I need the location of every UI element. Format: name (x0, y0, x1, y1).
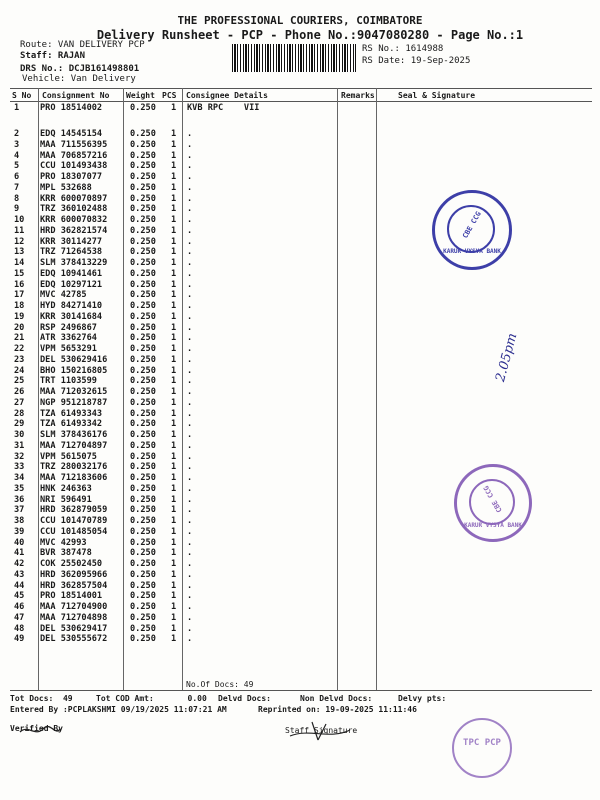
route-label: Route: VAN DELIVERY PCP (20, 40, 145, 50)
row-consignee-details: . (187, 344, 193, 354)
row-pcs: 1 (171, 537, 177, 548)
row-weight: 0.250 (130, 268, 156, 279)
row-pcs: 1 (171, 516, 177, 526)
row-consignee-details: . (187, 451, 193, 462)
row-pcs: 1 (171, 419, 177, 430)
row-consignment-no: HRD 362879059 (40, 505, 108, 516)
row-pcs: 1 (171, 526, 177, 537)
row-weight: 0.250 (130, 612, 156, 623)
row-consignee-details: . (187, 473, 193, 483)
stamp-bank-name: KARUR VYSYA BANK (464, 522, 522, 529)
row-consignment-no: HYD 84271410 (40, 301, 103, 311)
row-consignment-no: MAA 712183606 (40, 473, 108, 483)
col-header-sno: S No (12, 91, 32, 100)
col-header-consignment: Consignment No (42, 91, 110, 100)
row-consignee-details: . (187, 408, 193, 419)
row-pcs: 1 (171, 462, 177, 473)
row-pcs: 1 (171, 129, 177, 139)
delivery-points: Delvy pts: (398, 694, 447, 703)
row-consignment-no: RSP 2496867 (40, 322, 97, 333)
row-sno: 30 (14, 430, 25, 440)
row-weight: 0.250 (130, 397, 156, 408)
row-weight: 0.250 (130, 290, 156, 301)
row-weight: 0.250 (130, 473, 156, 483)
row-weight: 0.250 (130, 215, 156, 225)
row-weight: 0.250 (130, 419, 156, 430)
row-sno: 28 (14, 408, 25, 419)
row-consignee-details: . (187, 516, 193, 526)
row-sno: 4 (14, 150, 20, 161)
delivered-docs: Delvd Docs: (218, 694, 271, 703)
row-sno: 32 (14, 451, 25, 462)
reprinted-on: Reprinted on: 19-09-2025 11:11:46 (258, 705, 417, 714)
row-pcs: 1 (171, 236, 177, 247)
row-consignee-details: . (187, 483, 193, 494)
row-pcs: 1 (171, 354, 177, 365)
row-pcs: 1 (171, 365, 177, 376)
row-pcs: 1 (171, 103, 177, 113)
row-consignment-no: SLM 378413229 (40, 258, 108, 268)
col-header-remarks: Remarks (341, 91, 375, 100)
barcode (232, 44, 356, 72)
row-consignment-no: KRR 30114277 (40, 236, 103, 247)
row-weight: 0.250 (130, 236, 156, 247)
courier-stamp (452, 718, 512, 778)
row-consignment-no: CCU 101485054 (40, 526, 108, 537)
row-pcs: 1 (171, 602, 177, 612)
row-weight: 0.250 (130, 182, 156, 193)
row-consignment-no: MPL 532688 (40, 182, 92, 193)
row-consignment-no: PRO 18514002 (40, 103, 103, 113)
row-sno: 38 (14, 516, 25, 526)
row-sno: 11 (14, 225, 25, 236)
row-consignment-no: TRZ 280032176 (40, 462, 108, 473)
row-consignee-details: . (187, 150, 193, 161)
row-pcs: 1 (171, 215, 177, 225)
row-sno: 19 (14, 311, 25, 322)
row-consignee-details: . (187, 440, 193, 451)
total-cod-amount: Tot COD Amt: 0.00 (96, 694, 207, 703)
row-sno: 17 (14, 290, 25, 301)
row-sno: 24 (14, 365, 25, 376)
row-sno: 8 (14, 193, 20, 204)
row-consignee-details: . (187, 268, 193, 279)
row-consignee-details: . (187, 419, 193, 430)
total-docs: Tot Docs: 49 (10, 694, 73, 703)
stamp-branch-code: CBE CCG (482, 484, 504, 514)
table-top-border (10, 88, 592, 89)
row-pcs: 1 (171, 225, 177, 236)
row-consignee-details: . (187, 612, 193, 623)
row-consignee-details: KVB RPC VII (187, 103, 260, 113)
verified-by-label: Verified By (10, 724, 63, 733)
row-sno: 1 (14, 103, 20, 113)
row-weight: 0.250 (130, 193, 156, 204)
row-pcs: 1 (171, 258, 177, 268)
row-pcs: 1 (171, 247, 177, 258)
row-consignee-details: . (187, 139, 193, 150)
row-sno: 49 (14, 634, 25, 645)
page-title: Delivery Runsheet - PCP - Phone No.:9047080280 - Page No.:1 (96, 28, 524, 42)
row-consignment-no: HNK 246363 (40, 483, 92, 494)
row-weight: 0.250 (130, 139, 156, 150)
row-weight: 0.250 (130, 634, 156, 645)
row-pcs: 1 (171, 483, 177, 494)
stamp-bank-name: KARUR VYSYA BANK (443, 248, 501, 255)
row-weight: 0.250 (130, 505, 156, 516)
row-sno: 35 (14, 483, 25, 494)
row-weight: 0.250 (130, 161, 156, 172)
col-divider (376, 88, 377, 690)
row-weight: 0.250 (130, 430, 156, 440)
row-consignment-no: CCU 101493438 (40, 161, 108, 172)
row-pcs: 1 (171, 150, 177, 161)
row-consignee-details: . (187, 311, 193, 322)
row-sno: 47 (14, 612, 25, 623)
row-sno: 27 (14, 397, 25, 408)
row-consignee-details: . (187, 247, 193, 258)
row-weight: 0.250 (130, 462, 156, 473)
row-pcs: 1 (171, 580, 177, 591)
row-sno: 20 (14, 322, 25, 333)
row-consignee-details: . (187, 634, 193, 645)
row-weight: 0.250 (130, 537, 156, 548)
col-header-details: Consignee Details (186, 91, 268, 100)
row-consignment-no: NRI 596491 (40, 494, 92, 505)
row-consignee-details: . (187, 602, 193, 612)
row-sno: 7 (14, 182, 20, 193)
row-pcs: 1 (171, 473, 177, 483)
row-sno: 42 (14, 559, 25, 569)
row-weight: 0.250 (130, 279, 156, 290)
row-sno: 34 (14, 473, 25, 483)
row-consignee-details: . (187, 236, 193, 247)
row-consignment-no: TRZ 360102488 (40, 204, 108, 215)
vehicle-label: Vehicle: Van Delivery (22, 74, 136, 84)
row-consignment-no: DEL 530629416 (40, 354, 108, 365)
row-consignment-no: HRD 362095966 (40, 569, 108, 580)
row-consignment-no: VPM 5615075 (40, 451, 97, 462)
row-sno: 13 (14, 247, 25, 258)
row-sno: 3 (14, 139, 20, 150)
row-consignment-no: EDQ 10297121 (40, 279, 103, 290)
row-consignee-details: . (187, 387, 193, 397)
row-consignee-details: . (187, 215, 193, 225)
row-consignment-no: DEL 530629417 (40, 623, 108, 634)
row-weight: 0.250 (130, 344, 156, 354)
row-consignee-details: . (187, 430, 193, 440)
row-consignment-no: DEL 530555672 (40, 634, 108, 645)
row-pcs: 1 (171, 193, 177, 204)
row-weight: 0.250 (130, 516, 156, 526)
row-pcs: 1 (171, 408, 177, 419)
row-pcs: 1 (171, 451, 177, 462)
row-consignment-no: NGP 951218787 (40, 397, 108, 408)
row-pcs: 1 (171, 430, 177, 440)
row-pcs: 1 (171, 204, 177, 215)
entered-by: Entered By :PCPLAKSHMI 09/19/2025 11:07:21 AM (10, 705, 227, 714)
row-consignment-no: MAA 712704900 (40, 602, 108, 612)
row-sno: 43 (14, 569, 25, 580)
row-weight: 0.250 (130, 311, 156, 322)
row-pcs: 1 (171, 311, 177, 322)
row-consignee-details: . (187, 279, 193, 290)
row-consignee-details: . (187, 365, 193, 376)
row-sno: 40 (14, 537, 25, 548)
row-weight: 0.250 (130, 526, 156, 537)
row-sno: 16 (14, 279, 25, 290)
row-pcs: 1 (171, 612, 177, 623)
row-consignment-no: MVC 42785 (40, 290, 87, 301)
row-weight: 0.250 (130, 129, 156, 139)
row-sno: 6 (14, 172, 20, 182)
row-sno: 39 (14, 526, 25, 537)
row-weight: 0.250 (130, 569, 156, 580)
staff-signature-label: Staff Signature (285, 726, 358, 735)
row-consignment-no: ATR 3362764 (40, 333, 97, 344)
row-consignment-no: EDQ 14545154 (40, 129, 103, 139)
row-consignment-no: COK 25502450 (40, 559, 103, 569)
row-consignment-no: KRR 600070897 (40, 193, 108, 204)
row-weight: 0.250 (130, 580, 156, 591)
row-pcs: 1 (171, 268, 177, 279)
handwritten-time: 2.05pm (493, 331, 521, 384)
row-consignment-no: SLM 378436176 (40, 430, 108, 440)
row-consignment-no: HRD 362857504 (40, 580, 108, 591)
row-consignee-details: . (187, 258, 193, 268)
row-consignee-details: . (187, 204, 193, 215)
row-weight: 0.250 (130, 440, 156, 451)
row-consignee-details: . (187, 182, 193, 193)
row-sno: 31 (14, 440, 25, 451)
row-pcs: 1 (171, 161, 177, 172)
table-header-border (10, 101, 592, 102)
col-divider (123, 88, 124, 690)
row-consignment-no: TZA 61493343 (40, 408, 103, 419)
row-consignment-no: TRZ 71264538 (40, 247, 103, 258)
row-pcs: 1 (171, 290, 177, 301)
row-weight: 0.250 (130, 408, 156, 419)
row-weight: 0.250 (130, 354, 156, 365)
row-consignment-no: KRR 30141684 (40, 311, 103, 322)
col-divider (38, 88, 39, 690)
row-consignee-details: . (187, 580, 193, 591)
row-pcs: 1 (171, 569, 177, 580)
row-consignee-details: . (187, 548, 193, 559)
row-pcs: 1 (171, 279, 177, 290)
row-sno: 9 (14, 204, 20, 215)
row-sno: 12 (14, 236, 25, 247)
row-weight: 0.250 (130, 225, 156, 236)
row-consignment-no: KRR 600070832 (40, 215, 108, 225)
row-pcs: 1 (171, 172, 177, 182)
row-weight: 0.250 (130, 387, 156, 397)
row-weight: 0.250 (130, 559, 156, 569)
row-pcs: 1 (171, 559, 177, 569)
rs-date: RS Date: 19-Sep-2025 (362, 56, 471, 66)
company-name: THE PROFESSIONAL COURIERS, COIMBATORE (177, 14, 423, 27)
row-pcs: 1 (171, 397, 177, 408)
row-pcs: 1 (171, 322, 177, 333)
col-divider (182, 88, 183, 690)
row-consignment-no: EDQ 10941461 (40, 268, 103, 279)
row-sno: 26 (14, 387, 25, 397)
row-consignment-no: CCU 101470789 (40, 516, 108, 526)
table-bottom-border (10, 690, 592, 691)
row-pcs: 1 (171, 301, 177, 311)
row-sno: 45 (14, 591, 25, 602)
row-weight: 0.250 (130, 258, 156, 268)
row-weight: 0.250 (130, 548, 156, 559)
row-consignment-no: BHO 150216805 (40, 365, 108, 376)
row-sno: 2 (14, 129, 20, 139)
row-consignee-details: . (187, 569, 193, 580)
col-header-weight: Weight (126, 91, 155, 100)
staff-label: Staff: RAJAN (20, 51, 86, 61)
no-of-docs: No.Of Docs: 49 (186, 680, 254, 689)
row-pcs: 1 (171, 591, 177, 602)
row-weight: 0.250 (130, 247, 156, 258)
row-consignee-details: . (187, 526, 193, 537)
row-consignee-details: . (187, 193, 193, 204)
row-pcs: 1 (171, 333, 177, 344)
row-consignee-details: . (187, 290, 193, 301)
row-sno: 21 (14, 333, 25, 344)
row-sno: 33 (14, 462, 25, 473)
row-pcs: 1 (171, 139, 177, 150)
row-pcs: 1 (171, 505, 177, 516)
drs-number: DRS No.: DCJB161498801 (20, 64, 140, 74)
row-weight: 0.250 (130, 376, 156, 387)
row-consignment-no: MAA 712704897 (40, 440, 108, 451)
row-weight: 0.250 (130, 322, 156, 333)
row-consignment-no: HRD 362821574 (40, 225, 108, 236)
row-weight: 0.250 (130, 483, 156, 494)
row-consignee-details: . (187, 301, 193, 311)
row-consignee-details: . (187, 462, 193, 473)
row-sno: 25 (14, 376, 25, 387)
row-consignment-no: PRO 18514001 (40, 591, 103, 602)
row-weight: 0.250 (130, 204, 156, 215)
row-consignee-details: . (187, 172, 193, 182)
row-pcs: 1 (171, 344, 177, 354)
row-pcs: 1 (171, 634, 177, 645)
row-sno: 44 (14, 580, 25, 591)
row-consignment-no: VPM 5653291 (40, 344, 97, 354)
row-consignee-details: . (187, 559, 193, 569)
row-weight: 0.250 (130, 623, 156, 634)
row-consignee-details: . (187, 225, 193, 236)
row-consignee-details: . (187, 129, 193, 139)
col-divider (337, 88, 338, 690)
non-delivered-docs: Non Delvd Docs: (300, 694, 373, 703)
row-sno: 41 (14, 548, 25, 559)
row-pcs: 1 (171, 494, 177, 505)
row-consignee-details: . (187, 161, 193, 172)
row-pcs: 1 (171, 182, 177, 193)
row-weight: 0.250 (130, 301, 156, 311)
row-sno: 36 (14, 494, 25, 505)
col-header-pcs: PCS (162, 91, 177, 100)
row-weight: 0.250 (130, 172, 156, 182)
row-consignee-details: . (187, 505, 193, 516)
row-sno: 46 (14, 602, 25, 612)
row-consignee-details: . (187, 494, 193, 505)
row-sno: 14 (14, 258, 25, 268)
row-pcs: 1 (171, 548, 177, 559)
row-pcs: 1 (171, 623, 177, 634)
bank-stamp-2 (454, 464, 532, 542)
row-weight: 0.250 (130, 103, 156, 113)
row-sno: 48 (14, 623, 25, 634)
row-pcs: 1 (171, 440, 177, 451)
row-consignee-details: . (187, 397, 193, 408)
row-weight: 0.250 (130, 150, 156, 161)
row-weight: 0.250 (130, 365, 156, 376)
row-consignment-no: MVC 42993 (40, 537, 87, 548)
row-weight: 0.250 (130, 333, 156, 344)
row-sno: 22 (14, 344, 25, 354)
col-header-seal: Seal & Signature (398, 91, 476, 100)
stamp-branch-code: CBE CCG (461, 210, 483, 240)
row-consignment-no: TZA 61493342 (40, 419, 103, 430)
row-sno: 37 (14, 505, 25, 516)
row-consignee-details: . (187, 591, 193, 602)
row-weight: 0.250 (130, 591, 156, 602)
row-sno: 23 (14, 354, 25, 365)
stamp-text: TPC PCP (463, 738, 501, 748)
row-weight: 0.250 (130, 451, 156, 462)
row-consignment-no: MAA 711556395 (40, 139, 108, 150)
row-consignment-no: MAA 712704898 (40, 612, 108, 623)
row-pcs: 1 (171, 387, 177, 397)
row-sno: 15 (14, 268, 25, 279)
row-consignment-no: TRT 1103599 (40, 376, 97, 387)
row-consignment-no: BVR 387478 (40, 548, 92, 559)
row-consignee-details: . (187, 376, 193, 387)
row-weight: 0.250 (130, 494, 156, 505)
bank-stamp-1 (432, 190, 512, 270)
row-consignee-details: . (187, 354, 193, 365)
row-consignee-details: . (187, 623, 193, 634)
row-consignee-details: . (187, 322, 193, 333)
row-consignment-no: MAA 706857216 (40, 150, 108, 161)
row-consignee-details: . (187, 333, 193, 344)
row-sno: 5 (14, 161, 20, 172)
row-sno: 29 (14, 419, 25, 430)
row-consignment-no: MAA 712032615 (40, 387, 108, 397)
row-sno: 10 (14, 215, 25, 225)
row-consignee-details: . (187, 537, 193, 548)
row-weight: 0.250 (130, 602, 156, 612)
row-consignment-no: PRO 18307077 (40, 172, 103, 182)
row-pcs: 1 (171, 376, 177, 387)
rs-number: RS No.: 1614988 (362, 44, 444, 54)
row-sno: 18 (14, 301, 25, 311)
